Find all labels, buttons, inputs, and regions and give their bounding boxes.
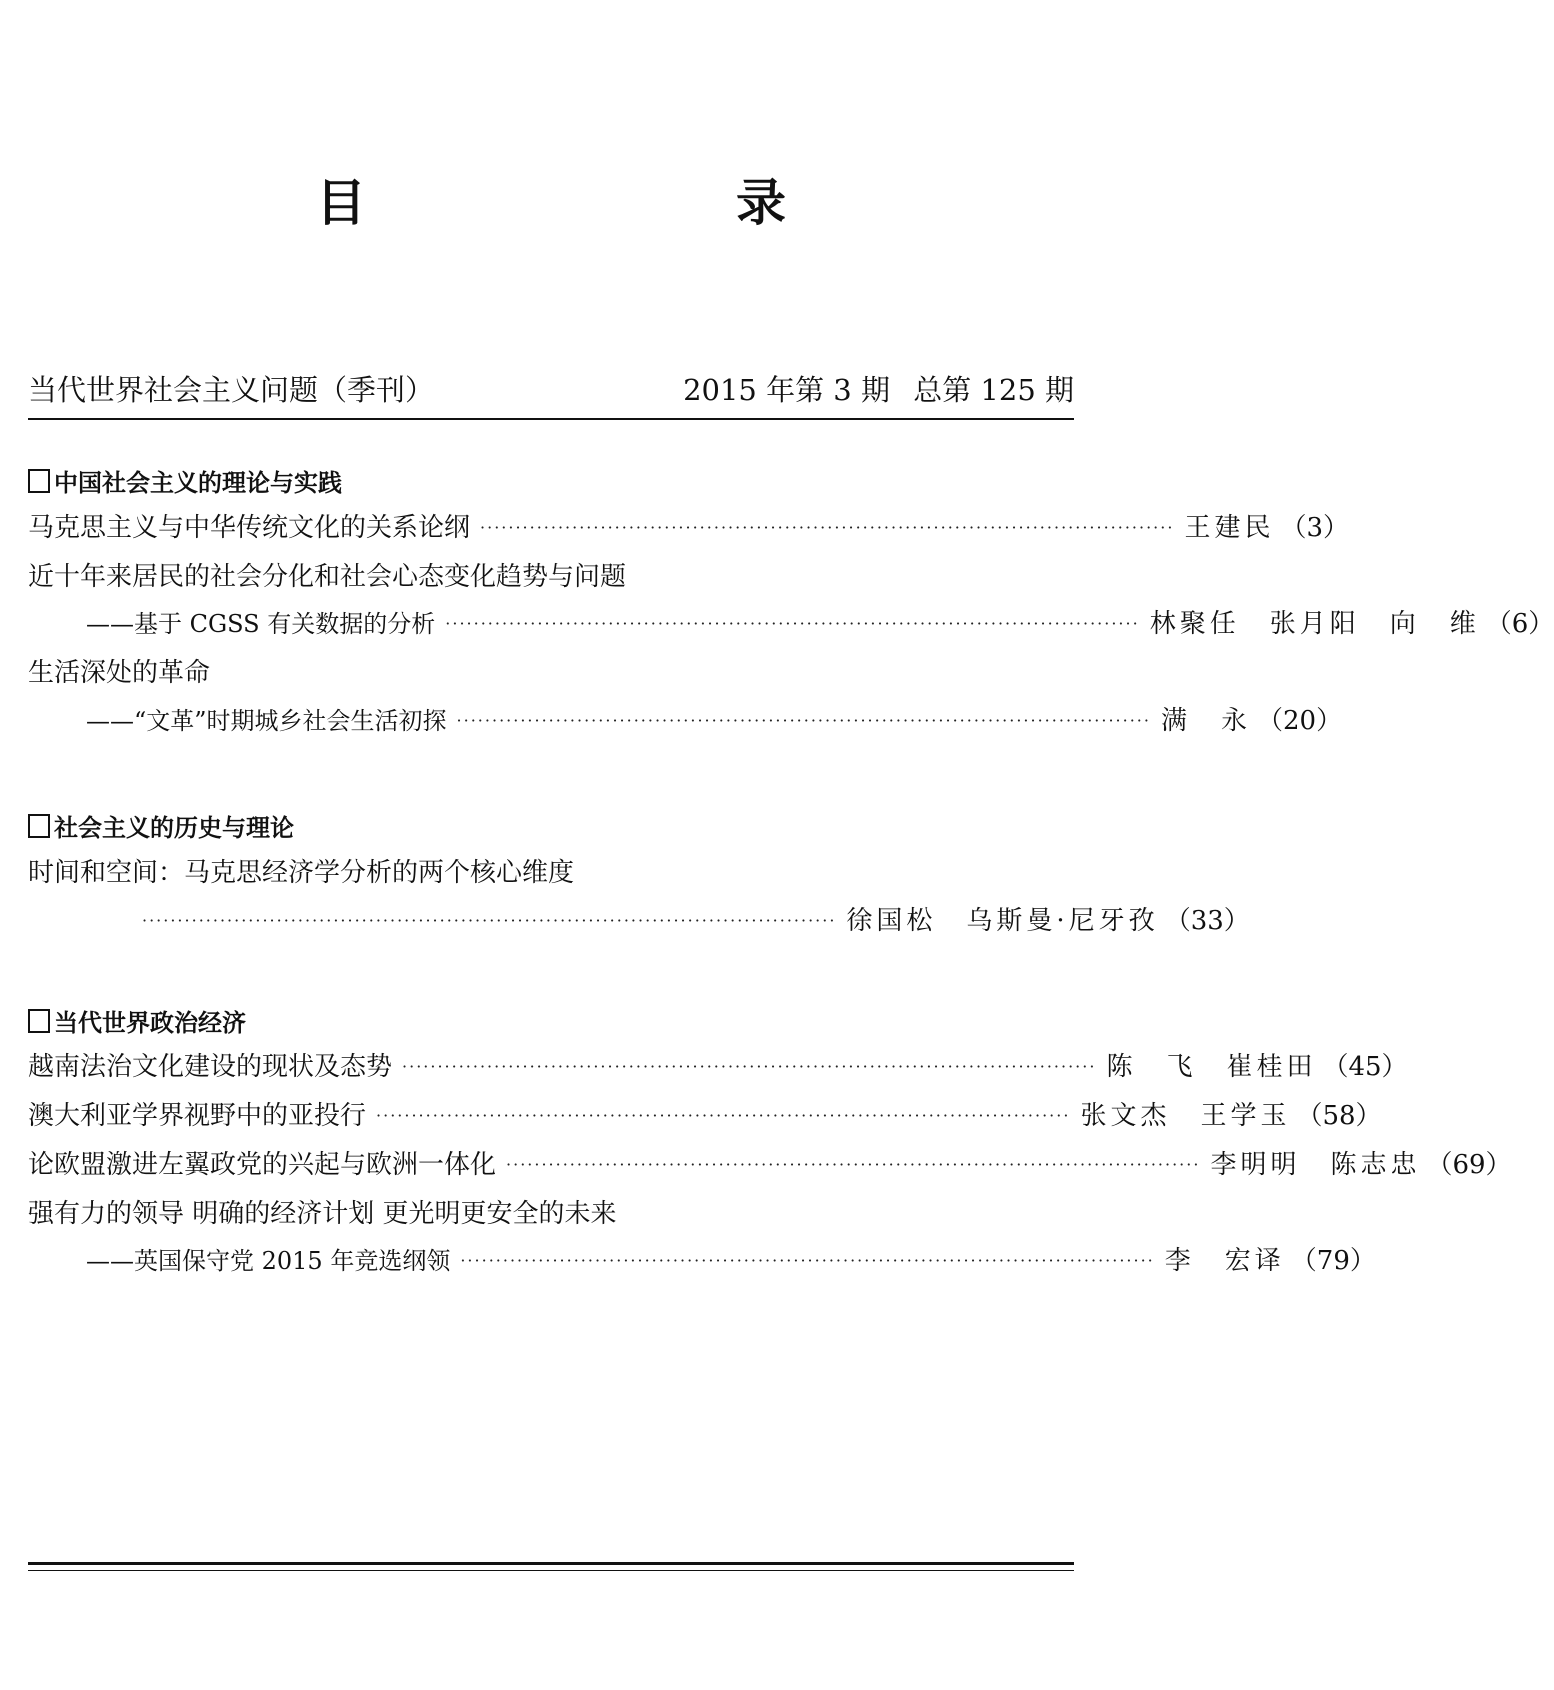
entry-title[interactable]: 生活深处的革命	[28, 658, 211, 688]
entry-title: 澳大利亚学界视野中的亚投行	[28, 1101, 367, 1131]
toc-entry[interactable]	[28, 608, 1554, 640]
dot-leader: ··································································································	[460, 1251, 1155, 1270]
toc-entry[interactable]	[28, 905, 1250, 937]
toc-entry[interactable]	[28, 1051, 1408, 1083]
entry-authors: 林聚任 张月阳 向 维	[1149, 609, 1480, 639]
entry-authors: 李 宏译	[1164, 1246, 1285, 1276]
checkbox-square-icon	[28, 469, 50, 493]
entry-title: 马克思主义与中华传统文化的关系论纲	[28, 513, 471, 543]
entry-authors: 徐国松 乌斯曼·尼牙孜	[846, 906, 1159, 936]
entry-title: 越南法治文化建设的现状及态势	[28, 1052, 393, 1082]
entry-page: （45）	[1322, 1052, 1408, 1082]
checkbox-square-icon	[28, 814, 50, 838]
journal-header	[28, 368, 1074, 408]
entry-page: （6）	[1485, 609, 1554, 639]
entry-authors: 陈 飞 崔桂田	[1106, 1052, 1317, 1082]
entry-title[interactable]: 近十年来居民的社会分化和社会心态变化趋势与问题	[28, 562, 627, 592]
entry-page: （20）	[1256, 706, 1343, 736]
entry-authors: 李明明 陈志忠	[1210, 1150, 1421, 1180]
entry-authors: 满 永	[1160, 706, 1251, 736]
footer-rule-thin	[28, 1570, 1074, 1571]
entry-page: （3）	[1280, 513, 1349, 543]
header-rule	[28, 418, 1074, 420]
toc-entry[interactable]	[28, 705, 1343, 737]
entry-title: 论欧盟激进左翼政党的兴起与欧洲一体化	[28, 1150, 497, 1180]
issue-number: 2015 年第 3 期	[683, 373, 890, 407]
dot-leader: ··································································································	[480, 518, 1175, 537]
entry-page: （33）	[1164, 906, 1250, 936]
toc-entry[interactable]	[28, 1245, 1376, 1277]
entry-authors: 张文杰 王学玉	[1080, 1101, 1291, 1131]
dot-leader: ··································································································	[506, 1155, 1201, 1174]
entry-subtitle: ——英国保守党 2015 年竞选纲领	[86, 1247, 451, 1275]
toc-entry[interactable]	[28, 1149, 1512, 1181]
entry-title[interactable]: 时间和空间：马克思经济学分析的两个核心维度	[28, 858, 575, 888]
section-heading: 中国社会主义的理论与实践	[28, 463, 342, 498]
entry-page: （58）	[1296, 1101, 1382, 1131]
journal-name: 当代世界社会主义问题（季刊）	[28, 373, 435, 407]
toc-entry[interactable]	[28, 512, 1349, 544]
entry-title[interactable]: 强有力的领导 明确的经济计划 更光明更安全的未来	[28, 1199, 617, 1229]
entry-subtitle: ——基于 CGSS 有关数据的分析	[86, 610, 436, 638]
entry-page: （69）	[1426, 1150, 1512, 1180]
checkbox-square-icon	[28, 1009, 50, 1033]
entry-page: （79）	[1290, 1246, 1376, 1276]
issue-info	[669, 368, 1074, 409]
dot-leader: ··································································································	[402, 1057, 1097, 1076]
dot-leader: ··································································································	[445, 614, 1140, 633]
entry-subtitle: ——“文革”时期城乡社会生活初探	[86, 707, 447, 735]
footer-rule-thick	[28, 1562, 1074, 1565]
section-heading: 社会主义的历史与理论	[28, 808, 294, 843]
page-title: 目 录	[316, 174, 946, 232]
toc-entry[interactable]	[28, 1100, 1382, 1132]
entry-authors: 王建民	[1184, 513, 1275, 543]
dot-leader: ··································································································	[142, 911, 837, 930]
dot-leader: ··································································································	[456, 711, 1151, 730]
section-heading: 当代世界政治经济	[28, 1003, 246, 1038]
total-issue-number: 总第 125 期	[913, 373, 1074, 407]
dot-leader: ··································································································	[376, 1106, 1071, 1125]
